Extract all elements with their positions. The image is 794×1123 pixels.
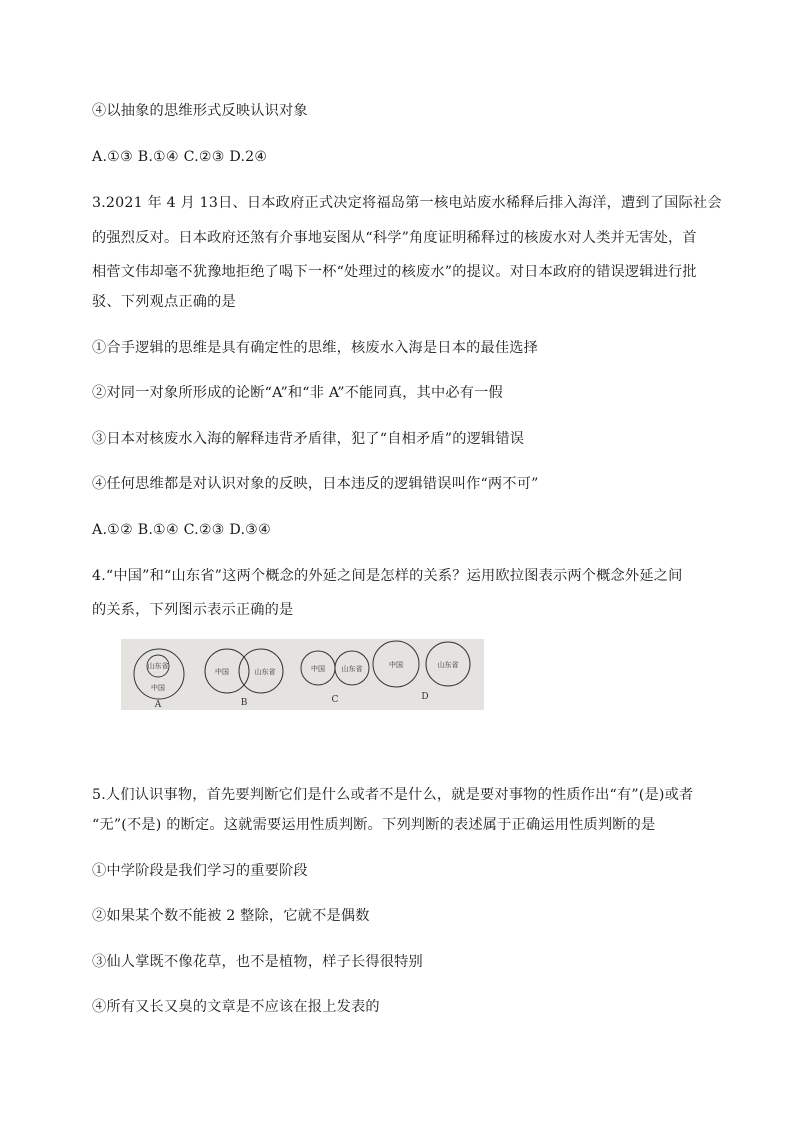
q3-answer-choices: A.①② B.①④ C.②③ D.③④: [92, 522, 272, 538]
q2-option-4: ④以抽象的思维形式反映认识对象: [92, 103, 308, 119]
option-label-c: C: [331, 695, 339, 705]
label-china-d: 中国: [389, 661, 403, 669]
q2-answer-choices: A.①③ B.①④ C.②③ D.2④: [92, 149, 268, 165]
label-shandong-d: 山东省: [437, 661, 459, 669]
q3-stem-line-4: 驳、下列观点正确的是: [92, 294, 236, 310]
q3-option-3: ③日本对核废水入海的解释违背矛盾律，犯了“自相矛盾”的逻辑错误: [92, 431, 525, 447]
option-label-d: D: [421, 692, 429, 702]
q3-stem-line-2: 的强烈反对。日本政府还煞有介事地妄图从“科学”角度证明稀释过的核废水对人类并无害处，首: [92, 230, 697, 246]
label-china-b: 中国: [215, 668, 229, 676]
euler-diagram-figure: [121, 639, 484, 710]
label-shandong-a: 山东省: [147, 662, 169, 670]
q3-option-1: ①合手逻辑的思维是具有确定性的思维，核废水入海是日本的最佳选择: [92, 340, 539, 356]
q4-stem-line-2: 的关系，下列图示表示正确的是: [92, 602, 294, 618]
q3-stem-line-3: 相菅文伟却毫不犹豫地拒绝了喝下一杯“处理过的核废水”的提议。对日本政府的错误逻辑进行批: [92, 264, 697, 280]
diagram-option-a: [134, 649, 184, 710]
label-shandong-b: 山东省: [254, 668, 276, 676]
option-label-a: A: [154, 700, 162, 710]
q5-option-4: ④所有又长又臭的文章是不应该在报上发表的: [92, 999, 380, 1015]
q3-stem-line-1: 3.2021 年 4 月 13日、日本政府正式决定将福岛第一核电站废水稀释后排入海洋，遭到了国际社会: [92, 195, 722, 211]
q5-option-3: ③仙人掌既不像花草，也不是植物，样子长得很特别: [92, 954, 423, 970]
q5-option-2: ②如果某个数不能被 2 整除，它就不是偶数: [92, 908, 370, 924]
diagram-option-c: [301, 651, 369, 705]
diagram-option-d: [373, 641, 470, 702]
label-shandong-c: 山东省: [341, 665, 363, 673]
q3-option-2: ②对同一对象所形成的论断“A”和“非 A”不能同真，其中必有一假: [92, 385, 503, 401]
q4-stem-line-1: 4.“中国”和“山东省”这两个概念的外延之间是怎样的关系？运用欧拉图表示两个概念外延之间: [92, 568, 683, 584]
q5-stem-line-1: 5.人们认识事物，首先要判断它们是什么或者不是什么，就是要对事物的性质作出“有”(是)或者: [92, 787, 694, 803]
option-label-b: B: [240, 698, 248, 708]
label-china-a: 中国: [151, 684, 165, 692]
q3-option-4: ④任何思维都是对认识对象的反映，日本违反的逻辑错误叫作“两不可”: [92, 476, 539, 492]
diagram-option-b: [205, 649, 283, 708]
q5-stem-line-2: “无”(不是) 的断定。这就需要运用性质判断。下列判断的表述属于正确运用性质判断的是: [92, 817, 656, 833]
label-china-c: 中国: [311, 665, 325, 673]
q5-option-1: ①中学阶段是我们学习的重要阶段: [92, 863, 308, 879]
